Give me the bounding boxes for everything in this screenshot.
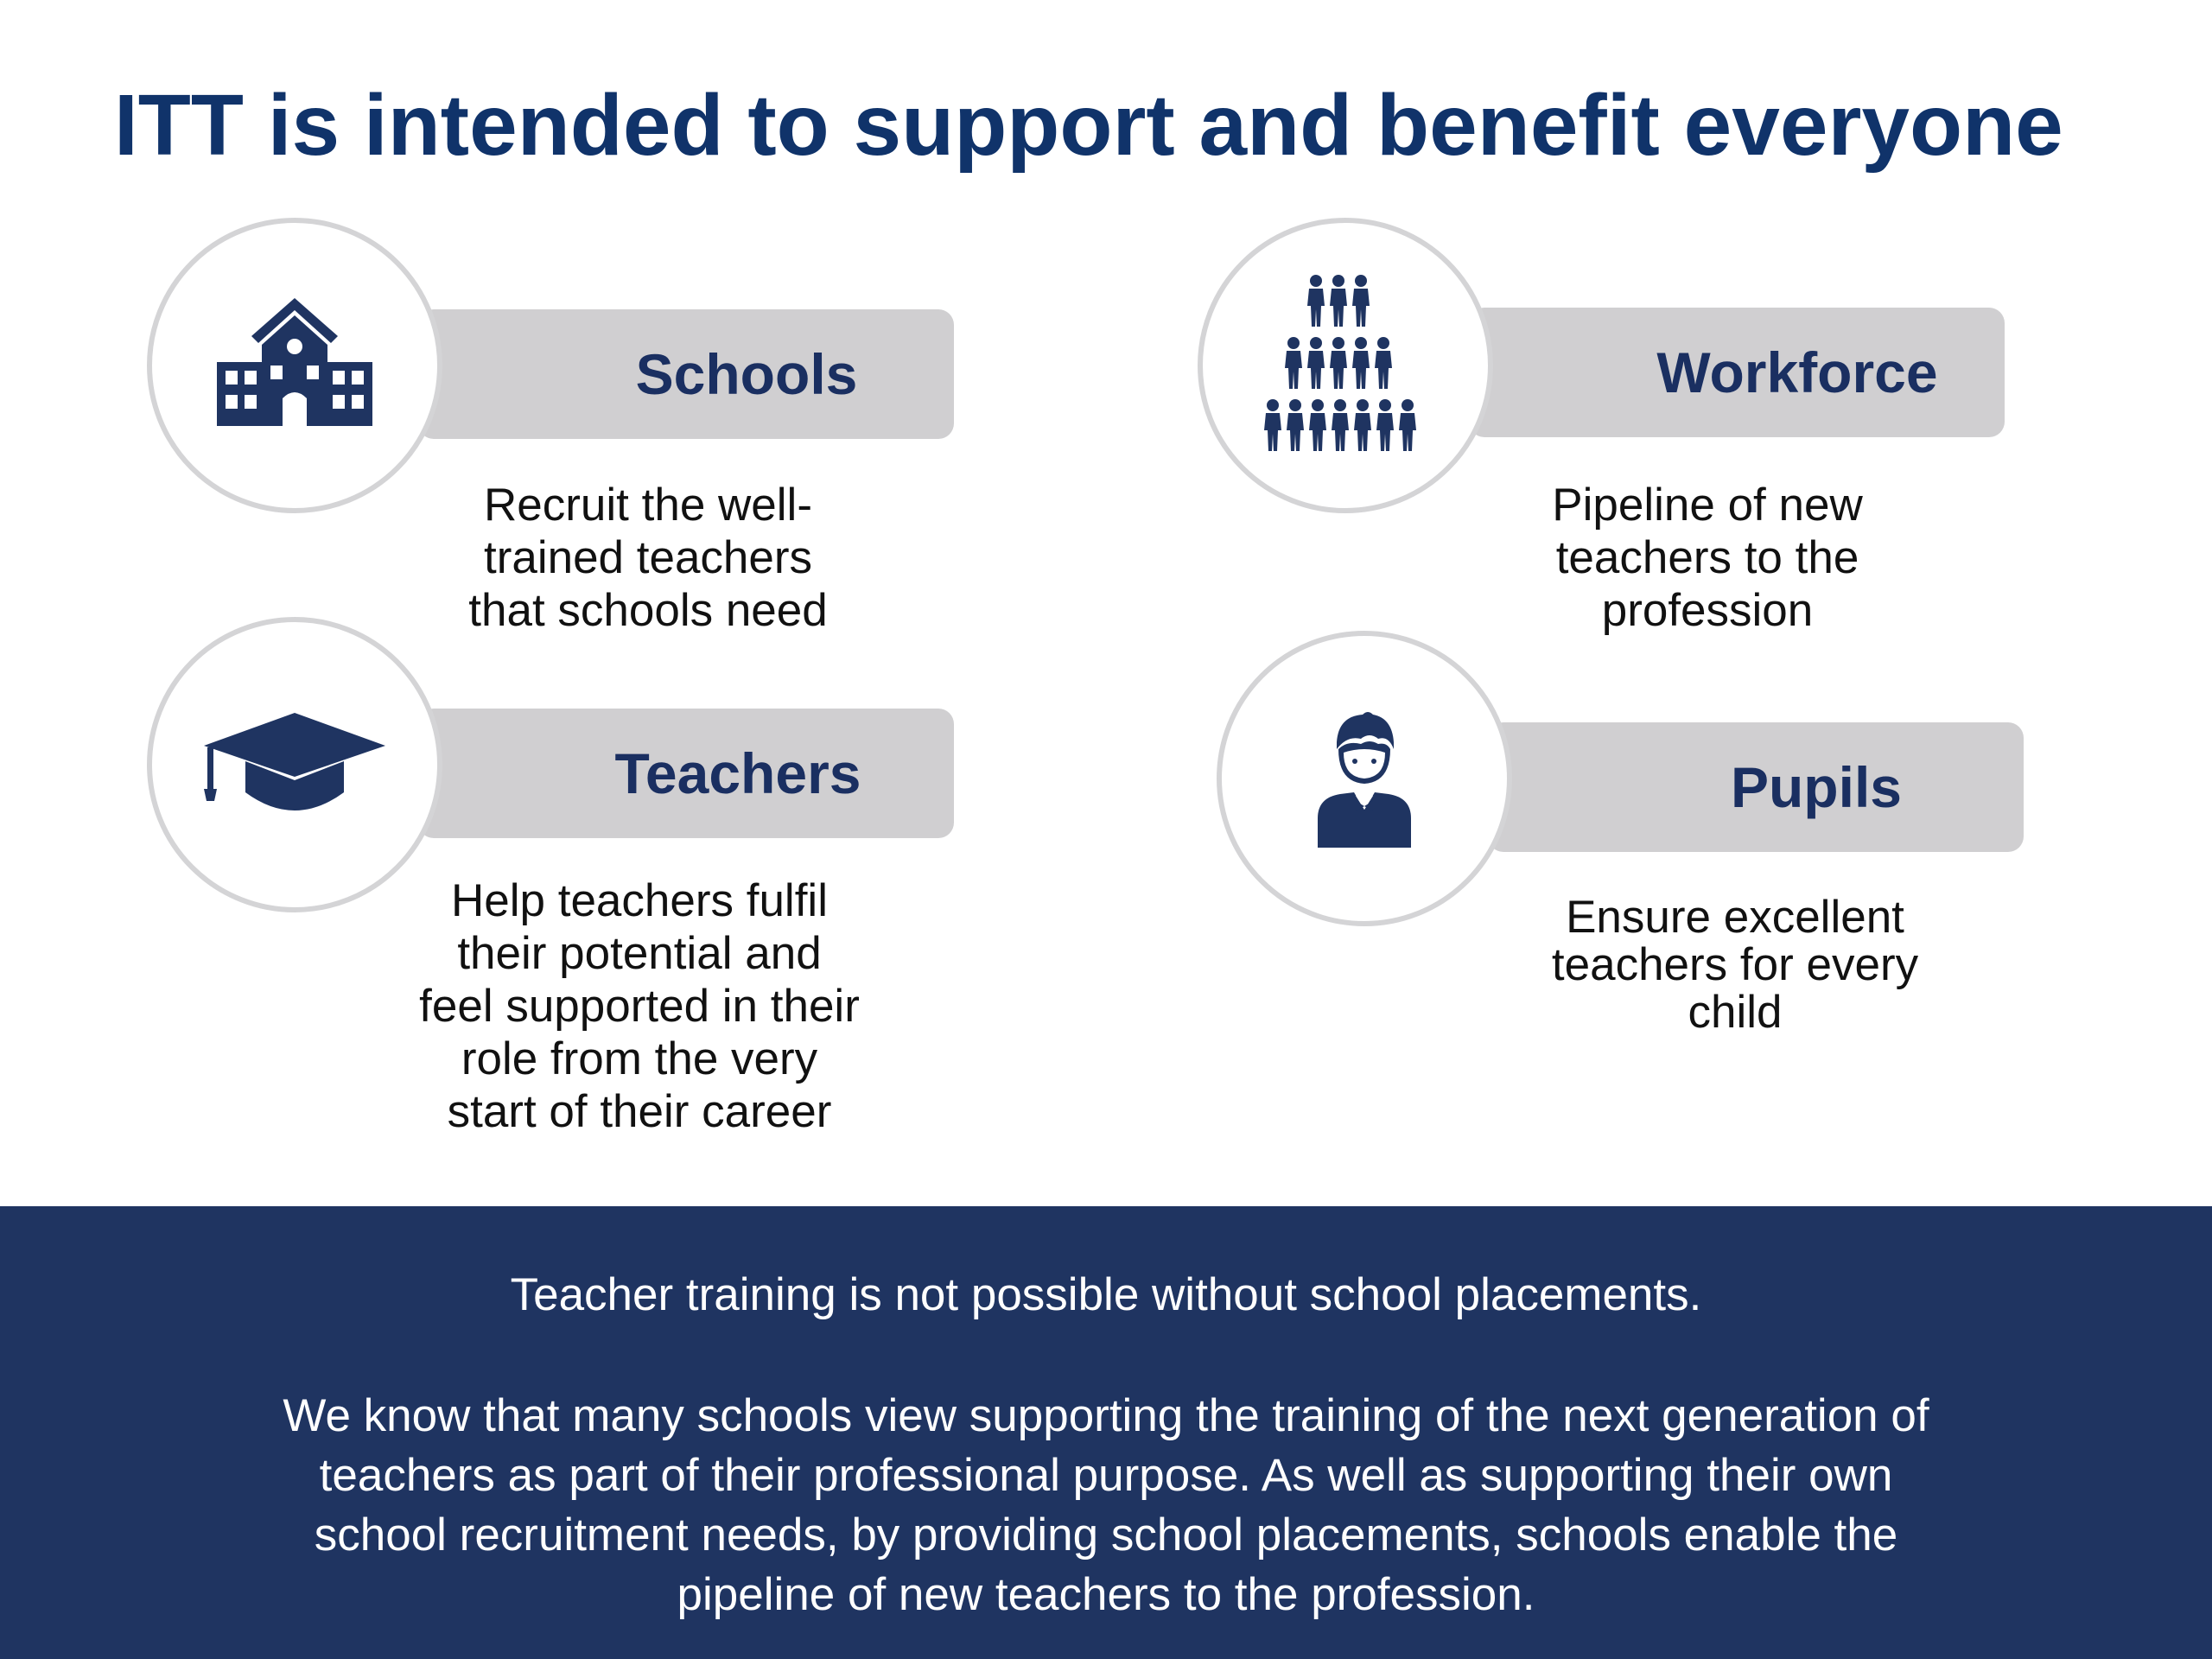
teachers-label: Teachers <box>614 741 861 805</box>
card-pupils <box>1217 631 2081 1149</box>
pupils-circle <box>1217 631 1512 926</box>
pupil-avatar-icon <box>1313 709 1416 848</box>
schools-label: Schools <box>635 342 858 406</box>
page-title: ITT is intended to support and benefit everyone <box>114 77 2063 174</box>
schools-pill <box>418 309 954 439</box>
graduation-cap-icon <box>204 713 385 817</box>
school-building-icon <box>217 296 372 435</box>
workforce-description: Pipeline of new teachers to the profession <box>1552 480 1863 636</box>
info-banner <box>0 1206 2212 1659</box>
teachers-pill <box>418 709 954 838</box>
schools-circle <box>147 218 442 513</box>
schools-description: Recruit the well- trained teachers that schools need <box>468 480 828 636</box>
people-pyramid-icon <box>1263 275 1427 456</box>
workforce-pill <box>1469 308 2005 437</box>
workforce-circle <box>1198 218 1493 513</box>
banner-paragraph: We know that many schools view supporting the training of the next generation of teachers as part of their professional purpose. As well as supporting their own school recruitment needs, by providing school placements, schools enable the pipeline of new teachers to the profession. <box>283 1390 1929 1620</box>
card-teachers <box>147 617 1011 1135</box>
pupils-pill <box>1488 722 2024 852</box>
pupils-description: Ensure excellent teachers for every child <box>1551 892 1919 1038</box>
teachers-circle <box>147 617 442 912</box>
banner-statement: Teacher training is not possible without school placements. <box>510 1269 1702 1320</box>
teachers-description: Help teachers fulfil their potential and feel supported in their role from the very start of their career <box>419 875 860 1137</box>
workforce-label: Workforce <box>1656 340 1938 404</box>
pupils-label: Pupils <box>1730 755 1903 819</box>
